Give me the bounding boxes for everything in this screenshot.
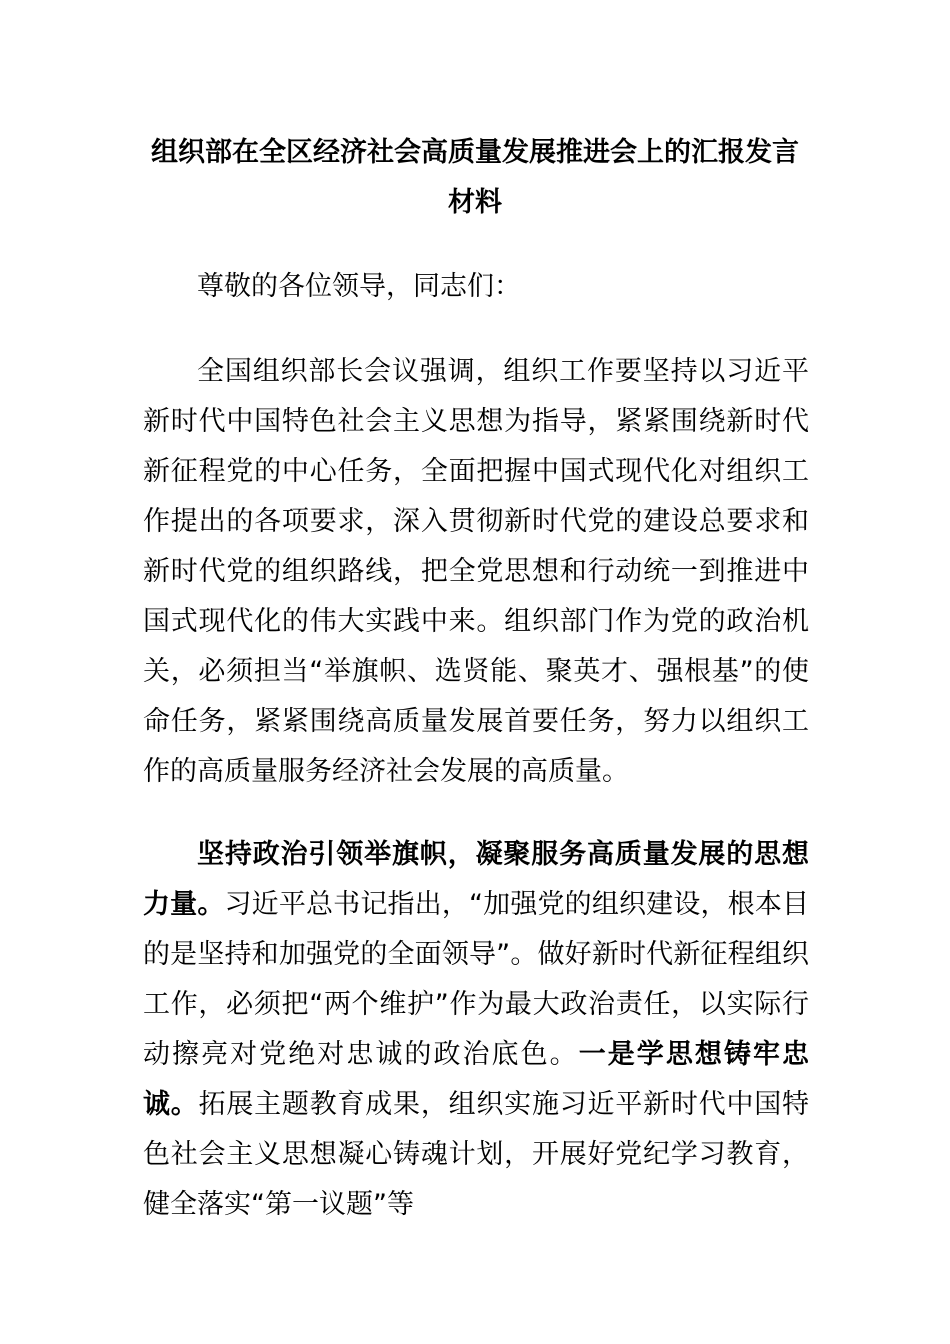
document-title: 组织部在全区经济社会高质量发展推进会上的汇报发言材料 bbox=[151, 137, 799, 218]
paragraph-heading: 坚持政治引领举旗帜，凝聚服务高质量发展的思想力量。 bbox=[143, 839, 809, 920]
salutation: 尊敬的各位领导，同志们： bbox=[197, 271, 521, 302]
paragraph-subheading: 一是学思想铸牢忠诚。 bbox=[143, 1039, 810, 1120]
paragraph-intro: 全国组织部长会议强调，组织工作要坚持以习近平新时代中国特色社会主义思想为指导，紧紧围绕新时代新征程党的中心任务，全面把握中国式现代化对组织工作提出的各项要求，深入贯彻新时代党的建设总要求和新时代党的组织路线，把全党思想和行动统一到推进中国式现代化的伟大实践中来。组织部门作为党的政治机关，必须担当“举旗帜、选贤能、聚英才、强根基”的使命任务，紧紧围绕高质量发展首要任务，努力以组织工作的高质量服务经济社会发展的高质量。 bbox=[143, 356, 809, 787]
paragraph-text-continued: 拓展主题教育成果，组织实施习近平新时代中国特色社会主义思想凝心铸魂计划，开展好党纪学习教育，健全落实“第一议题”等 bbox=[143, 1089, 810, 1220]
paragraph-political-leadership bbox=[143, 830, 809, 1230]
paragraph-text: 习近平总书记指出，“加强党的组织建设，根本目的是坚持和加强党的全面领导”。做好新时代新征程组织工作，必须把“两个维护”作为最大政治责任，以实际行动擦亮对党绝对忠诚的政治底色。 bbox=[143, 889, 809, 1070]
